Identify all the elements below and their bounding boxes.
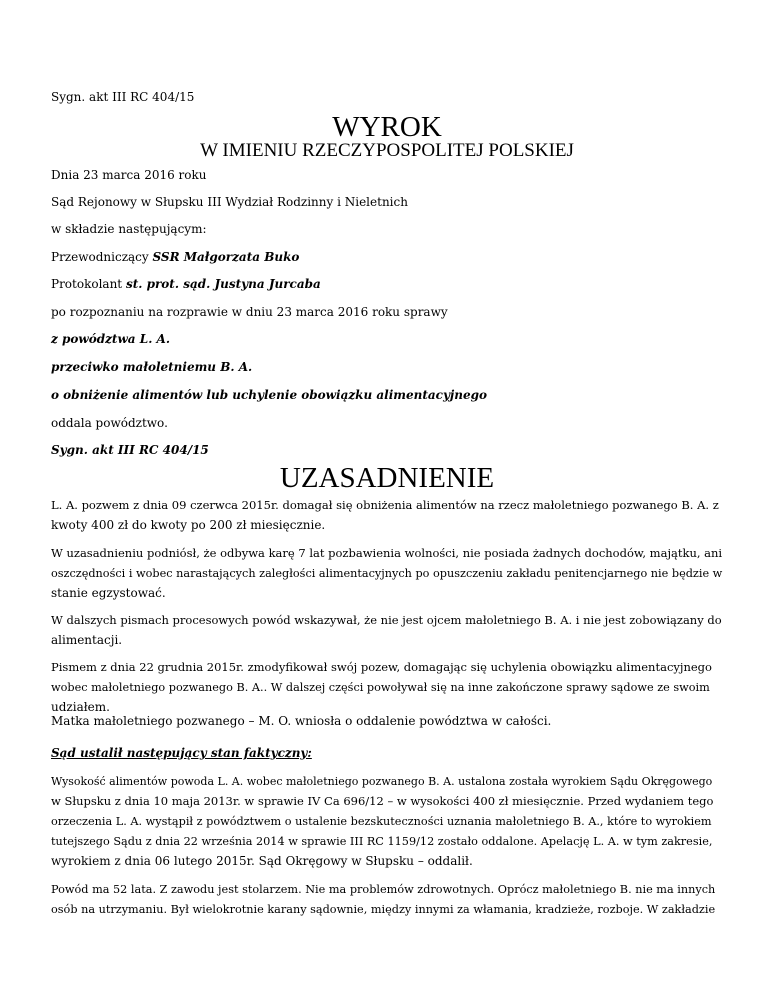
plaintiff-line: z powództwa L. A. (51, 332, 171, 346)
text-line: W uzasadnieniu podniósł, że odbywa karę 7 lat pozbawienia wolności, nie posiada żadnych dochodów, majątku, ani (51, 546, 723, 560)
text-line: kwoty 400 zł do kwoty po 200 zł miesięcznie. (51, 518, 326, 532)
text-line: Pismem z dnia 22 grudnia 2015r. zmodyfikował swój pozew, domagając się uchylenia obowiązku alimentacyjnego (51, 660, 712, 674)
text-line: orzeczenia L. A. wystąpił z powództwem o ustalenie bezskuteczności uznania małoletniego B. A., które to wyrokiem (51, 815, 712, 828)
text-line: L. A. pozwem z dnia 09 czerwca 2015r. domagał się obniżenia alimentów na rzecz małoletniego pozwanego B. A. z (51, 498, 719, 512)
text-line: alimentacji. (51, 633, 123, 647)
ruling-line: oddala powództwo. (51, 416, 168, 430)
clerk-prefix: Protokolant (51, 277, 126, 291)
case-reference-top: Sygn. akt III RC 404/15 (51, 90, 195, 104)
judgment-subtitle: W IMIENIU RZECZYPOSPOLITEJ POLSKIEJ (200, 140, 574, 161)
clerk-line (51, 275, 723, 295)
text-line: stanie egzystować. (51, 586, 166, 600)
date-line: Dnia 23 marca 2016 roku (51, 168, 207, 182)
text-line: tutejszego Sądu z dnia 22 września 2014 w sprawie III RC 1159/12 zostało oddalone. Apelację L. A. w tym zakresie, (51, 835, 713, 848)
composition-line: w składzie następującym: (51, 222, 207, 236)
text-line: Powód ma 52 lata. Z zawodu jest stolarzem. Nie ma problemów zdrowotnych. Oprócz małoletniego B. nie ma innych (51, 883, 716, 896)
presiding-line (51, 248, 723, 268)
text-line: udziałem. (51, 700, 110, 714)
subject-line: o obniżenie alimentów lub uchylenie obowiązku alimentacyjnego (51, 388, 488, 402)
text-line: oszczędności i wobec narastających zaległości alimentacyjnych po opuszczeniu zakładu penitencjarnego nie będzie w (51, 567, 723, 580)
facts-heading: Sąd ustalił następujący stan faktyczny: (51, 746, 312, 760)
justification-title: UZASADNIENIE (279, 462, 495, 494)
presiding-judge-name: SSR Małgorzata Buko (152, 250, 300, 264)
text-line: W dalszych pismach procesowych powód wskazywał, że nie jest ojcem małoletniego B. A. i nie jest zobowiązany do (51, 613, 722, 627)
presiding-prefix: Przewodniczący (51, 250, 153, 264)
defendant-line: przeciwko małoletniemu B. A. (51, 360, 253, 374)
text-line: wobec małoletniego pozwanego B. A.. W dalszej części powoływał się na inne zakończone sprawy sądowe ze swoim (51, 681, 710, 694)
case-reference-bottom: Sygn. akt III RC 404/15 (51, 443, 209, 457)
hearing-line: po rozpoznaniu na rozprawie w dniu 23 marca 2016 roku sprawy (51, 305, 448, 319)
text-line: Wysokość alimentów powoda L. A. wobec małoletniego pozwanego B. A. ustalona została wyrokiem Sądu Okręgowego (51, 775, 713, 788)
text-line: osób na utrzymaniu. Był wielokrotnie karany sądownie, między innymi za włamania, kradzieże, rozboje. W zakładzie (51, 903, 716, 916)
paragraph-5: Matka małoletniego pozwanego – M. O. wniosła o oddalenie powództwa w całości. (51, 714, 552, 728)
clerk-name: st. prot. sąd. Justyna Jurcaba (125, 277, 321, 291)
text-line: w Słupsku z dnia 10 maja 2013r. w sprawie IV Ca 696/12 – w wysokości 400 zł miesięcznie. Przed wydaniem tego (51, 794, 714, 808)
court-line: Sąd Rejonowy w Słupsku III Wydział Rodzinny i Nieletnich (51, 195, 408, 209)
text-line: wyrokiem z dnia 06 lutego 2015r. Sąd Okręgowy w Słupsku – oddalił. (51, 854, 473, 868)
judgment-title: WYROK (332, 111, 442, 143)
